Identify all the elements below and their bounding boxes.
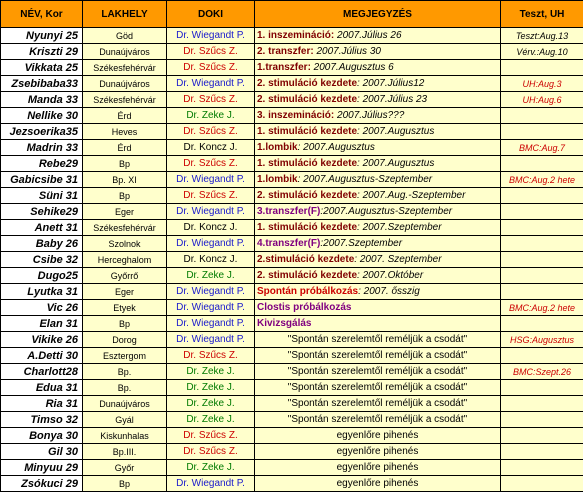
- cell-name: Csibe 32: [1, 252, 83, 268]
- table-row: [1, 124, 583, 140]
- cell-teszt: BMC:Aug.2 hete: [501, 300, 583, 316]
- status-date: 2007.Július???: [334, 110, 404, 121]
- cell-megjegyzes: [255, 76, 501, 92]
- status-text: "Spontán szerelemtől reméljük a csodát": [288, 366, 467, 377]
- status-text: egyenlőre pihenés: [337, 462, 419, 473]
- cell-megjegyzes: [255, 396, 501, 412]
- cell-name: Charlott28: [1, 364, 83, 380]
- cell-name: Anett 31: [1, 220, 83, 236]
- cell-megjegyzes: [255, 220, 501, 236]
- cell-doki: Dr. Wiegandt P.: [167, 300, 255, 316]
- cell-lakhely: Dunaújváros: [83, 76, 167, 92]
- cell-name: Baby 26: [1, 236, 83, 252]
- header-nev: NÉV, Kor: [1, 1, 83, 28]
- cell-teszt: [501, 108, 583, 124]
- status-date: : 2007.Július 23: [357, 94, 427, 105]
- cell-teszt: [501, 268, 583, 284]
- table-row: [1, 268, 583, 284]
- cell-teszt: UH:Aug.3: [501, 76, 583, 92]
- cell-doki: Dr. Zeke J.: [167, 412, 255, 428]
- cell-lakhely: Etyek: [83, 300, 167, 316]
- cell-doki: Dr. Zeke J.: [167, 380, 255, 396]
- cell-name: Timso 32: [1, 412, 83, 428]
- table-row: [1, 188, 583, 204]
- cell-lakhely: Bp: [83, 476, 167, 492]
- table-row: [1, 476, 583, 492]
- cell-doki: Dr. Szűcs Z.: [167, 124, 255, 140]
- cell-lakhely: Bp.: [83, 364, 167, 380]
- cell-megjegyzes: [255, 156, 501, 172]
- cell-name: Gil 30: [1, 444, 83, 460]
- cell-teszt: [501, 124, 583, 140]
- status-text: 1.transzfer:: [257, 62, 311, 73]
- status-text: "Spontán szerelemtől reméljük a csodát": [288, 382, 467, 393]
- cell-doki: Dr. Wiegandt P.: [167, 204, 255, 220]
- cell-megjegyzes: [255, 412, 501, 428]
- cell-teszt: [501, 252, 583, 268]
- cell-doki: Dr. Szűcs Z.: [167, 428, 255, 444]
- cell-name: Ria 31: [1, 396, 83, 412]
- cell-doki: Dr. Koncz J.: [167, 252, 255, 268]
- cell-doki: Dr. Koncz J.: [167, 220, 255, 236]
- cell-name: A.Detti 30: [1, 348, 83, 364]
- cell-lakhely: Eger: [83, 284, 167, 300]
- status-text: 4.transzfer(F): [257, 238, 320, 249]
- cell-megjegyzes: [255, 108, 501, 124]
- cell-name: Manda 33: [1, 92, 83, 108]
- cell-name: Lyutka 31: [1, 284, 83, 300]
- cell-megjegyzes: [255, 332, 501, 348]
- cell-doki: Dr. Wiegandt P.: [167, 172, 255, 188]
- cell-doki: Dr. Szűcs Z.: [167, 156, 255, 172]
- status-text: 1. stimuláció kezdete: [257, 126, 357, 137]
- cell-name: Edua 31: [1, 380, 83, 396]
- cell-lakhely: Herceghalom: [83, 252, 167, 268]
- cell-lakhely: Érd: [83, 108, 167, 124]
- cell-doki: Dr. Zeke J.: [167, 396, 255, 412]
- cell-teszt: Teszt:Aug.13: [501, 28, 583, 44]
- cell-teszt: [501, 476, 583, 492]
- cell-teszt: [501, 412, 583, 428]
- cell-name: Vic 26: [1, 300, 83, 316]
- table-row: [1, 252, 583, 268]
- status-text: 2. stimuláció kezdete: [257, 190, 357, 201]
- status-date: 2007.Augusztus 6: [311, 62, 394, 73]
- header-teszt: Teszt, UH: [501, 1, 583, 28]
- cell-doki: Dr. Szűcs Z.: [167, 60, 255, 76]
- status-text: 1.lombik: [257, 142, 298, 153]
- cell-lakhely: Göd: [83, 28, 167, 44]
- cell-name: Bonya 30: [1, 428, 83, 444]
- status-date: : 2007.Július12: [357, 78, 424, 89]
- status-date: : 2007.Aug.-Szeptember: [357, 190, 465, 201]
- cell-name: Nellike 30: [1, 108, 83, 124]
- table-row: [1, 60, 583, 76]
- status-date: :2007.Szeptember: [320, 238, 402, 249]
- cell-teszt: Vérv.:Aug.10: [501, 44, 583, 60]
- cell-name: Zsebibaba33: [1, 76, 83, 92]
- table-row: [1, 28, 583, 44]
- cell-name: Süni 31: [1, 188, 83, 204]
- status-text: 2. stimuláció kezdete: [257, 94, 357, 105]
- status-date: : 2007. ősszig: [358, 286, 420, 297]
- status-text: "Spontán szerelemtől reméljük a csodát": [288, 334, 467, 345]
- cell-megjegyzes: [255, 92, 501, 108]
- status-text: 3. inszemináció:: [257, 110, 334, 121]
- cell-doki: Dr. Szűcs Z.: [167, 44, 255, 60]
- cell-megjegyzes: [255, 60, 501, 76]
- cell-teszt: [501, 156, 583, 172]
- status-text: "Spontán szerelemtől reméljük a csodát": [288, 398, 467, 409]
- table-row: [1, 332, 583, 348]
- cell-teszt: [501, 444, 583, 460]
- cell-name: Rebe29: [1, 156, 83, 172]
- table-row: [1, 412, 583, 428]
- table-row: [1, 44, 583, 60]
- cell-megjegyzes: [255, 444, 501, 460]
- cell-lakhely: Eger: [83, 204, 167, 220]
- cell-doki: Dr. Szűcs Z.: [167, 348, 255, 364]
- status-text: 1. stimuláció kezdete: [257, 222, 357, 233]
- cell-teszt: [501, 316, 583, 332]
- table-row: [1, 396, 583, 412]
- table-row: [1, 380, 583, 396]
- cell-megjegyzes: [255, 476, 501, 492]
- cell-teszt: BMC:Aug.2 hete: [501, 172, 583, 188]
- cell-doki: Dr. Wiegandt P.: [167, 476, 255, 492]
- status-date: : 2007. Szeptember: [354, 254, 441, 265]
- status-text: egyenlőre pihenés: [337, 446, 419, 457]
- cell-megjegyzes: [255, 140, 501, 156]
- header-lakhely: LAKHELY: [83, 1, 167, 28]
- cell-megjegyzes: [255, 252, 501, 268]
- table-row: [1, 92, 583, 108]
- cell-megjegyzes: [255, 188, 501, 204]
- header-doki: DOKI: [167, 1, 255, 28]
- status-text: 1.lombik: [257, 174, 298, 185]
- status-text: 3.transzfer(F): [257, 206, 320, 217]
- cell-doki: Dr. Szűcs Z.: [167, 188, 255, 204]
- status-date: : 2007.Augusztus: [357, 158, 434, 169]
- status-text: Spontán próbálkozás: [257, 286, 358, 297]
- status-date: : 2007.Augusztus: [298, 142, 375, 153]
- cell-teszt: BMC:Aug.7: [501, 140, 583, 156]
- cell-lakhely: Dunaújváros: [83, 396, 167, 412]
- cell-name: Zsókuci 29: [1, 476, 83, 492]
- cell-megjegyzes: [255, 28, 501, 44]
- cell-megjegyzes: [255, 428, 501, 444]
- cell-doki: Dr. Wiegandt P.: [167, 28, 255, 44]
- status-text: 2. stimuláció kezdete: [257, 78, 357, 89]
- status-text: egyenlőre pihenés: [337, 430, 419, 441]
- cell-lakhely: Dorog: [83, 332, 167, 348]
- cell-teszt: HSG:Augusztus: [501, 332, 583, 348]
- table-row: [1, 220, 583, 236]
- cell-name: Dugo25: [1, 268, 83, 284]
- cell-teszt: [501, 396, 583, 412]
- status-text: "Spontán szerelemtől reméljük a csodát": [288, 414, 467, 425]
- cell-megjegyzes: [255, 380, 501, 396]
- table-row: [1, 444, 583, 460]
- cell-name: Sehike29: [1, 204, 83, 220]
- table-row: [1, 300, 583, 316]
- cell-lakhely: Bp.III.: [83, 444, 167, 460]
- cell-megjegyzes: [255, 460, 501, 476]
- cell-lakhely: Bp.: [83, 380, 167, 396]
- cell-teszt: [501, 460, 583, 476]
- status-text: Clostis próbálkozás: [257, 302, 351, 313]
- cell-lakhely: Székesfehérvár: [83, 220, 167, 236]
- cell-doki: Dr. Koncz J.: [167, 140, 255, 156]
- cell-megjegyzes: [255, 364, 501, 380]
- cell-teszt: BMC:Szept.26: [501, 364, 583, 380]
- cell-megjegyzes: [255, 236, 501, 252]
- cell-doki: Dr. Wiegandt P.: [167, 332, 255, 348]
- table-row: [1, 204, 583, 220]
- status-date: : 2007.Augusztus-Szeptember: [298, 174, 433, 185]
- cell-lakhely: Bp. XI: [83, 172, 167, 188]
- cell-lakhely: Győrrő: [83, 268, 167, 284]
- cell-name: Jezsoerika35: [1, 124, 83, 140]
- table-row: [1, 284, 583, 300]
- status-date: : 2007.Október: [357, 270, 423, 281]
- cell-teszt: [501, 220, 583, 236]
- header-megjegyzes: MEGJEGYZÉS: [255, 1, 501, 28]
- table-row: [1, 108, 583, 124]
- cell-lakhely: Szolnok: [83, 236, 167, 252]
- cell-doki: Dr. Wiegandt P.: [167, 76, 255, 92]
- cell-teszt: [501, 380, 583, 396]
- cell-lakhely: Bp: [83, 188, 167, 204]
- cell-teszt: [501, 236, 583, 252]
- cell-name: Madrin 33: [1, 140, 83, 156]
- cell-doki: Dr. Wiegandt P.: [167, 284, 255, 300]
- cell-name: Kriszti 29: [1, 44, 83, 60]
- cell-lakhely: Bp: [83, 156, 167, 172]
- cell-doki: Dr. Wiegandt P.: [167, 316, 255, 332]
- status-text: Kivizsgálás: [257, 318, 311, 329]
- cell-lakhely: Győr: [83, 460, 167, 476]
- cell-lakhely: Esztergom: [83, 348, 167, 364]
- cell-doki: Dr. Zeke J.: [167, 268, 255, 284]
- cell-teszt: [501, 284, 583, 300]
- status-date: 2007.Július 30: [314, 46, 381, 57]
- table-row: [1, 364, 583, 380]
- table-row: [1, 348, 583, 364]
- cell-name: Nyunyi 25: [1, 28, 83, 44]
- cell-lakhely: Székesfehérvár: [83, 60, 167, 76]
- cell-name: Vikkata 25: [1, 60, 83, 76]
- status-date: :2007.Augusztus-Szeptember: [320, 206, 452, 217]
- cell-name: Minyuu 29: [1, 460, 83, 476]
- cell-name: Gabicsibe 31: [1, 172, 83, 188]
- table-row: [1, 140, 583, 156]
- cell-teszt: UH:Aug.6: [501, 92, 583, 108]
- cell-lakhely: Székesfehérvár: [83, 92, 167, 108]
- table-row: [1, 236, 583, 252]
- cell-megjegyzes: [255, 316, 501, 332]
- status-text: 2.stimuláció kezdete: [257, 254, 354, 265]
- cell-name: Vikike 26: [1, 332, 83, 348]
- cell-megjegyzes: [255, 172, 501, 188]
- cell-lakhely: Bp: [83, 316, 167, 332]
- cell-teszt: [501, 204, 583, 220]
- status-text: 2. stimuláció kezdete: [257, 270, 357, 281]
- cell-lakhely: Kiskunhalas: [83, 428, 167, 444]
- cell-teszt: [501, 60, 583, 76]
- table-row: [1, 316, 583, 332]
- cell-megjegyzes: [255, 284, 501, 300]
- table-row: [1, 156, 583, 172]
- table-row: [1, 76, 583, 92]
- header-row: [1, 1, 583, 28]
- cell-teszt: [501, 348, 583, 364]
- cell-teszt: [501, 428, 583, 444]
- cell-doki: Dr. Zeke J.: [167, 460, 255, 476]
- status-date: : 2007.Augusztus: [357, 126, 434, 137]
- status-date: : 2007.Szeptember: [357, 222, 442, 233]
- status-text: 2. transzfer:: [257, 46, 314, 57]
- cell-doki: Dr. Wiegandt P.: [167, 236, 255, 252]
- cell-doki: Dr. Zeke J.: [167, 108, 255, 124]
- table-row: [1, 460, 583, 476]
- cell-megjegyzes: [255, 348, 501, 364]
- cell-megjegyzes: [255, 268, 501, 284]
- cell-megjegyzes: [255, 124, 501, 140]
- cell-doki: Dr. Zeke J.: [167, 364, 255, 380]
- cell-doki: Dr. Szűcs Z.: [167, 92, 255, 108]
- status-date: 2007.Július 26: [334, 30, 401, 41]
- status-text: 1. inszemináció:: [257, 30, 334, 41]
- table-row: [1, 428, 583, 444]
- status-text: egyenlőre pihenés: [337, 478, 419, 489]
- cell-lakhely: Érd: [83, 140, 167, 156]
- status-text: 1. stimuláció kezdete: [257, 158, 357, 169]
- status-text: "Spontán szerelemtől reméljük a csodát": [288, 350, 467, 361]
- cell-lakhely: Dunaújváros: [83, 44, 167, 60]
- table-row: [1, 172, 583, 188]
- cell-lakhely: Gyál: [83, 412, 167, 428]
- cell-megjegyzes: [255, 204, 501, 220]
- cell-doki: Dr. Szűcs Z.: [167, 444, 255, 460]
- cell-name: Elan 31: [1, 316, 83, 332]
- cell-megjegyzes: [255, 44, 501, 60]
- cell-lakhely: Heves: [83, 124, 167, 140]
- cell-teszt: [501, 188, 583, 204]
- cell-megjegyzes: [255, 300, 501, 316]
